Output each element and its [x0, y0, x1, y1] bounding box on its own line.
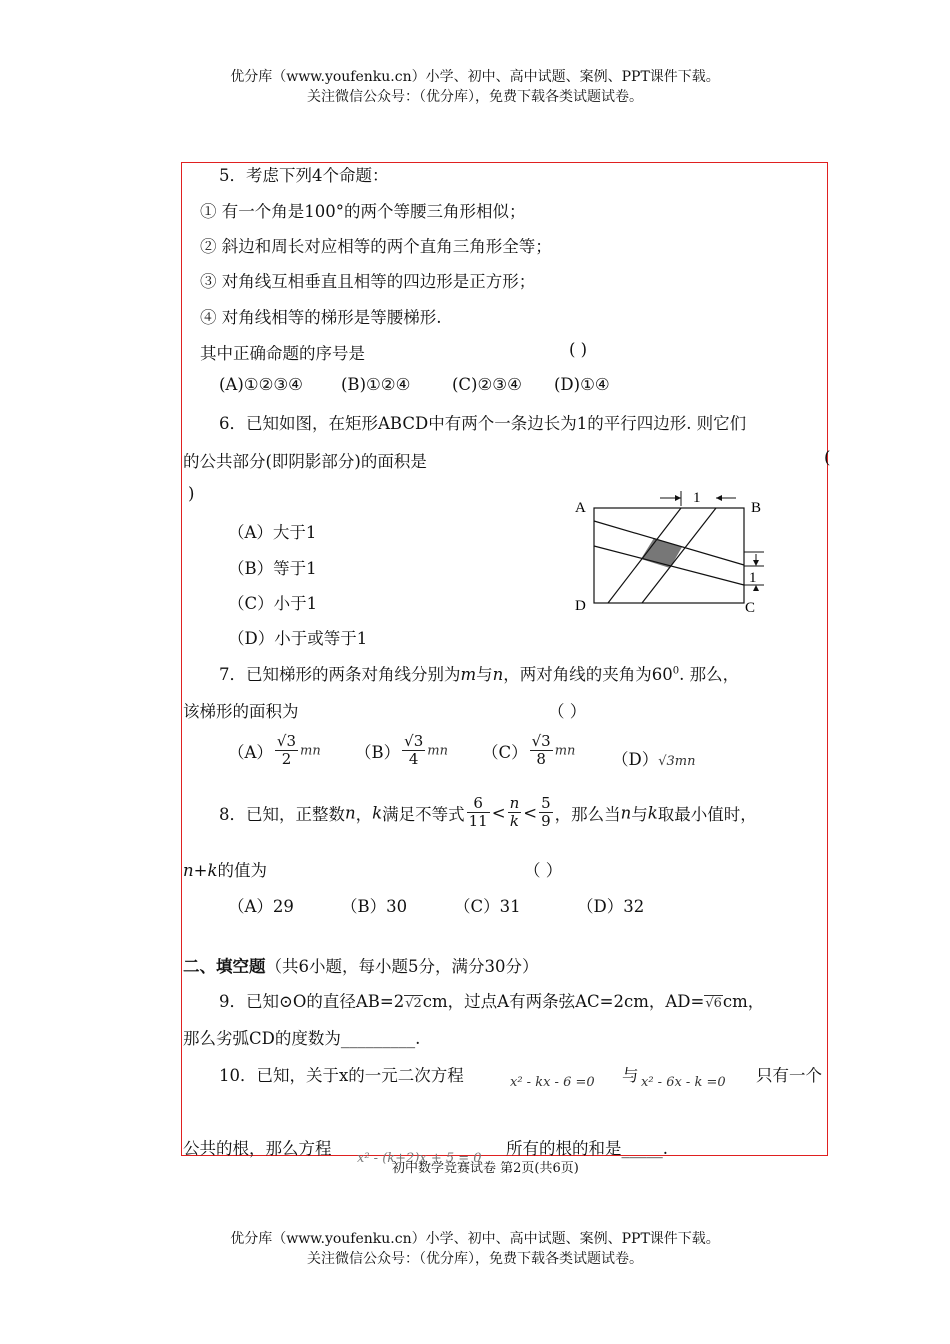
q5-stem: 5．考虑下列4个命题： [219, 166, 389, 185]
q7-stem-2: 该梯形的面积为 [183, 702, 299, 721]
page-footer: 初中数学竞赛试卷 第2页(共6页) [392, 1161, 579, 1176]
q10-equation-1: x² - kx - 6 =0 [510, 1075, 595, 1090]
bottom-line-2: 关注微信公众号：（优分库），免费下载各类试题试卷。 [307, 1251, 643, 1267]
q8-answer-paren: （ ） [524, 861, 563, 880]
q10-with: 与 [622, 1066, 639, 1085]
top-length-label: 1 [693, 490, 701, 506]
header-line-1: 优分库（www.youfenku.cn）小学、初中、高中试题、案例、PPT课件下载。 [230, 69, 720, 85]
header-line-2: 关注微信公众号：（优分库），免费下载各类试题试卷。 [307, 89, 643, 105]
q8-option-c: （C）31 [454, 897, 521, 916]
q5-option-a: (A)①②③④ [219, 375, 303, 394]
q5-option-b: (B)①②④ [341, 375, 411, 394]
q10-equation-2: x² - 6x - k =0 [641, 1075, 726, 1090]
q9-stem-2: 那么劣弧CD的度数为_________. [183, 1029, 421, 1048]
q10-stem-3: 所有的根的和是_____. [506, 1139, 668, 1158]
q7-option-b: （B） $\frac{√3}{4}$ mn [355, 732, 448, 769]
q7-option-c: （C） $\frac{√3}{8}$ mn [482, 732, 576, 769]
q5-prop-3: ③ 对角线互相垂直且相等的四边形是正方形； [200, 272, 536, 291]
q7-option-d: （D）√3mn [612, 750, 696, 769]
q6-option-d: （D）小于或等于1 [228, 629, 368, 648]
q8-option-d: （D）32 [577, 897, 645, 916]
q5-prop-1: ① 有一个角是100°的两个等腰三角形相似； [200, 202, 526, 221]
q6-paren-open: ( [824, 448, 831, 467]
q10-stem-tail: 只有一个 [756, 1066, 822, 1085]
q5-prop-2: ② 斜边和周长对应相等的两个直角三角形全等； [200, 237, 552, 256]
q10-equation-3: x² - (k+2)x + 5 = 0 [357, 1151, 482, 1166]
label-d: D [575, 598, 586, 614]
label-c: C [745, 600, 756, 616]
side-length-label: 1 [749, 570, 757, 586]
label-a: A [575, 500, 586, 516]
bottom-line-1: 优分库（www.youfenku.cn）小学、初中、高中试题、案例、PPT课件下载。 [230, 1231, 720, 1247]
q8-stem-2: n+k的值为 [183, 861, 267, 880]
q10-stem-2: 公共的根，那么方程 [183, 1139, 332, 1158]
q5-answer-paren: ( ) [569, 340, 588, 359]
q8-option-a: （A）29 [228, 897, 294, 916]
q5-option-c: (C)②③④ [452, 375, 522, 394]
q9-stem: 9．已知⊙O的直径AB=2√2cm，过点A有两条弦AC=2cm，AD=√6cm， [219, 992, 765, 1011]
section-2-heading: 二、填空题（共6小题，每小题5分，满分30分） [183, 957, 539, 976]
q5-ask: 其中正确命题的序号是 [200, 344, 365, 363]
q6-option-c: （C）小于1 [228, 594, 318, 613]
q5-prop-4: ④ 对角线相等的梯形是等腰梯形. [200, 308, 442, 327]
q6-option-b: （B）等于1 [228, 559, 317, 578]
q7-stem: 7．已知梯形的两条对角线分别为m与n，两对角线的夹角为$60^0$. 那么， [219, 665, 740, 684]
q6-stem-2: 的公共部分(即阴影部分)的面积是 [183, 452, 427, 471]
q6-stem: 6．已知如图，在矩形ABCD中有两个一条边长为1的平行四边形. 则它们 [219, 414, 747, 433]
q8-stem: 8．已知，正整数n，k满足不等式 $\frac{6}{11}$ < $\frac{n}{k}$ < $\frac{5}{9}$ ，那么当n与k取最小值时， [219, 794, 757, 831]
q10-stem: 10．已知，关于x的一元二次方程 [219, 1066, 464, 1085]
q6-option-a: （A）大于1 [228, 523, 317, 542]
q7-option-a: （A） $\frac{√3}{2}$ mn [228, 732, 321, 769]
q5-option-d: (D)①④ [554, 375, 610, 394]
rectangle-figure [570, 486, 770, 616]
q7-answer-paren: （ ） [548, 702, 587, 721]
label-b: B [751, 500, 762, 516]
q6-paren-close: ) [188, 484, 195, 503]
q8-option-b: （B）30 [341, 897, 408, 916]
